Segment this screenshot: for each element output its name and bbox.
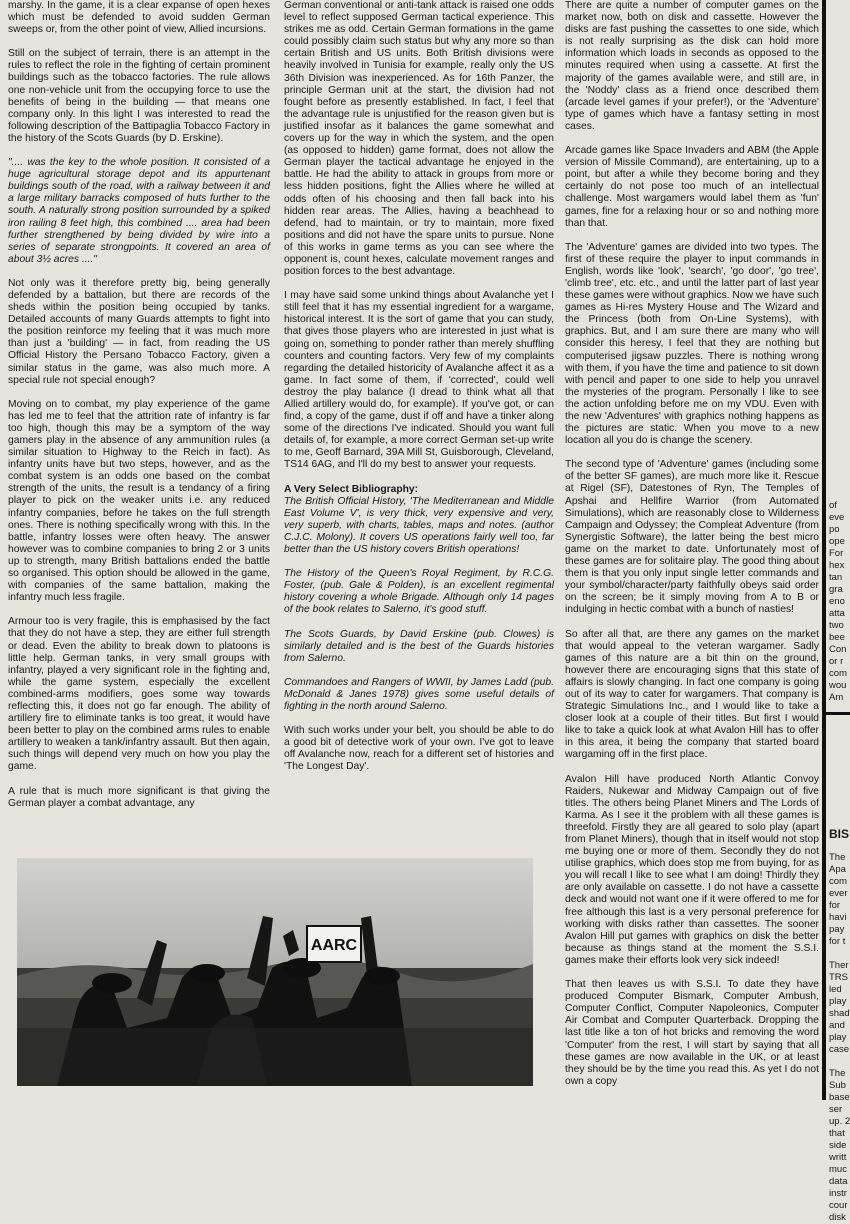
c4-top-line: Am <box>829 692 844 703</box>
c4-bottom-line: for <box>829 900 841 911</box>
c1-p3: Not only was it therefore pretty big, being generally defended by a battalion, but there are records of the sheds within the position being occupied by tanks. Detailed accounts of many Guards attempts to fight into the position reinforce my feeling that it was much more than just a 'building' — in fact, from reading the US Official History the Persano Tobacco Factory, given a similar status in the game, was also much more. A special rule not special enough? <box>8 277 270 386</box>
c4-top-line: po <box>829 524 840 535</box>
c1-quote: ".... was the key to the whole position. It consisted of a huge agricultural storage depot and its appurtenant buildings south of the road, with a railway between it and a large military barracks composed of huts further to the south. A naturally strong position surrounded by a spiked iron railing 8 feet high, this combined .... area had been further strengthened by being divided by wire into a series of separate strongpoints. It covered an area of about 3½ acres ...." <box>8 157 270 265</box>
bibliography-heading: A Very Select Bibliography: <box>284 483 419 495</box>
c4-bottom-line: up. 2 <box>829 1116 850 1127</box>
c4-bottom-line: Sub <box>829 1080 846 1091</box>
c4-top-line: eno <box>829 596 845 607</box>
c4-bottom-line: for t <box>829 936 846 947</box>
c1-p1: Still on the subject of terrain, there is an attempt in the rules to reflect the role in the fighting of certain prominent buildings such as the tobacco factories. The rule allows one non-vehicle unit from the occupying force to use the benefits of being in the building — that means one company only. In this light I was interested to read the following description of the Battipaglia Tobacco Factory in the history of the Scots Guards (by D. Erskine). <box>8 48 270 144</box>
c4-bottom-line: base <box>829 1092 850 1103</box>
bis-heading: BIS <box>829 827 850 841</box>
article-column-2 <box>284 0 554 855</box>
c4-bottom-line: writt <box>829 1152 847 1163</box>
c3-p2: The 'Adventure' games are divided into two types. The first of these require the player to input commands in English, words like 'look', 'search', 'go door', 'go tree', 'climb tree', etc. etc., and until the latter part of last year these games were without graphics. Now we have such games as Hi-res Mystery House and The Wizard and the Princess (both from On-Line Systems), with graphics. But, and I am sure there are many who will consider this heresy, I feel that they are nothing but computerised jigsaw puzzles. There is nothing wrong with them, if you have the time and patience to sit down with pencil and paper to one side to help you unravel the mysteries of the program. Personally I like to see the action unfolding before me on my VDU. Even with the new 'Adventures' with graphics nothing happens as the pictures are static. When you move to a new location all you do is change the scenery. <box>565 241 819 447</box>
c4-top-line: For <box>829 548 844 559</box>
c4-bottom-line: data <box>829 1176 848 1187</box>
c4-top-line: of <box>829 500 837 511</box>
c4-top-line: com <box>829 668 847 679</box>
photo-illustration <box>17 858 533 1086</box>
sign-text: AARC <box>310 937 358 954</box>
c4-bottom-line: play <box>829 996 847 1007</box>
c4-bottom-line: cour <box>829 1200 848 1211</box>
c4-top-line: gra <box>829 584 843 595</box>
bib-entry-4: Commandoes and Rangers of WWII, by James Ladd (pub. McDonald & Janes 1978) gives some useful details of fighting in the north around Salerno. <box>284 676 554 712</box>
c4-top-line: or r <box>829 656 844 667</box>
bib-entry-3: The Scots Guards, by David Erskine (pub. Clowes) is similarly detailed and is the best of the Guards histories from Salerno. <box>284 628 554 664</box>
c3-p1: Arcade games like Space Invaders and ABM (the Apple version of Missile Command), are entertaining, up to a point, but after a while they become boring and they certainly do not pose too much of an intellectual challenge. Most wargamers would label them as 'fun' games, fine for a relaxing hour or so and nothing more than that. <box>565 145 819 229</box>
c1-p4: Moving on to combat, my play experience of the game has led me to feel that the attrition rate of infantry is far too high, though this may be a symptom of the way gamers play in the absence of any ammunition rules (a similar situation to Highway to the Reich in fact). As infantry units have but two steps, however, and as the combat system is an odds one based on the combat strength of the units, the result is a tendancy of a firing player to pick on the weaker units i.e. any reduced infantry companies, before he takes on the full strength ones. There is nothing specifically wrong with this. In the battle, infantry losses were often heavy. The answer however was to combine companies to bring 2 or 3 units up to strength, many British battalions ended the battle so organised. This option should be allowed in the game, with companies of the same battalion, making the infantry much less fragile. <box>8 398 270 604</box>
c4-bottom-lines <box>829 852 850 1224</box>
bib-entry-2: The History of the Queen's Royal Regiment, by R.C.G. Foster, (pub. Gale & Polden), is an excellent regimental history covering a whole Brigade. Although only 14 pages of the book relates to Salerno, it's good stuff. <box>284 568 554 616</box>
c4-bottom-line: and <box>829 1020 845 1031</box>
c1-p0: marshy. In the game, it is a clear expanse of open hexes which must be defended to avoid sudden German sweeps or, from the other point of view, Allied incursions. <box>8 0 270 36</box>
c4-bottom-line: The <box>829 852 846 863</box>
article-column-3 <box>565 0 819 1100</box>
c4-bottom-line: ever <box>829 888 848 899</box>
c4-top-line: bee <box>829 632 845 643</box>
c4-bottom-line <box>829 948 850 960</box>
c4-bottom-line: The <box>829 1068 846 1079</box>
c4-bottom-line: TRS <box>829 972 848 983</box>
c4-bottom-line: instr <box>829 1188 847 1199</box>
c2-p1: I may have said some unkind things about Avalanche yet I still feel that it has my essential ingredient for a wargame, historical interest. It is the sort of game that you can study, that gives those players who are interested in just what is going on, something to ponder rather than merely shuffling counters and counting factors. Very few of my complaints regarding the detailed historicity of Avalanche affect it as a game. In fact some of them, if 'corrected', could well destroy the play balance (I dread to think what all that Allied artillery would do, for example). If you've got, or can find, a copy of the game, dust if off and have a tinker along some of the directions I've indicated. Should you want full details of, for example, a more correct German set-up write to me, Geoff Barnard, 39A Mill St, Guisborough, Cleveland, TS14 6AG, and I'll do my best to answer your requests. <box>284 290 554 471</box>
soldiers-photo <box>17 858 533 1086</box>
c4-top-line: Con <box>829 644 847 655</box>
c4-bottom-line: led <box>829 984 842 995</box>
c3-p5: Avalon Hill have produced North Atlantic Convoy Raiders, Nukewar and Midway Campaign out of five titles. The others being Planet Miners and The Lords of Karma. As I see it the problem with all these games is threefold. Firstly they are all geared to solo play (apart from Planet Miners), though that in itself would not stop me buying one or more of them. Secondly they do not utilise graphics, which does stop me from buying, for as you will recall I like to see what I am doing! Thirdly they are only available on cassette. I do not have a cassette deck and would not want one if it were offered to me for free although this last is a very personal preference for working with disks rather than cassettes. The sooner Avalon Hill put games with graphics on disk the better because as things stand at the moment the S.S.I. games make their efforts look very sick indeed! <box>565 773 819 966</box>
c2-p0: German conventional or anti-tank attack is raised one odds level to reflect supposed German tactical experience. This strikes me as odd. Certain German formations in the game could possibly claim such status but why any more so than certain British and US units. Both British divisions were heavily involved in Tunisia for example, really only the US 36th Division was inexperienced. As for 16th Panzer, the principle German unit at the start, the division had not fought before as presently established. In fact, I feel that the advantage rule is unjustified for the reason given but is justified insofar as it balances the game somewhat and covers up for the way in which the system, and the open (as opposed to hidden) game format, does not allow the German player the tactical advantage he enjoyed in the battle. He had the ability to attack in groups from more or less hidden positions, fight the Allies where he willed at odds often of his choosing and then fall back into his hidden rear areas. The Allies, having a beachhead to defend, had to maintain, or try to maintain, more fixed positions and did not have the spare units to pursue. None of this works in game terms as you can see where the opponent is, count hexes, calculate movement ranges and position forces to the best advantage. <box>284 0 554 278</box>
c3-p3: The second type of 'Adventure' games (including some of the better SF games), are much more like it. Rescue at Rigel (SF), Datestones of Ryn, The Temples of Apshai and Hellfire Warrior (from Automated Simulations), which are reasonably close to Wilderness Campaign and Odyssey; the Compleat Adventure (from Synergistic Software), the latter being the best micro game on the market to date. Unfortunately most of these games are for solitaire play. The good thing about them is that you only input single letter commands and your symbol/character/party faithfully obeys said order on the screen; be it simply moving from A to B or indulging in hectic combat with a bunch of nasties! <box>565 459 819 616</box>
c4-top-line: wou <box>829 680 847 691</box>
article-column-1 <box>8 0 270 855</box>
bib-entry-1: The British Official History, 'The Mediterranean and Middle East Volume V', is very thick, very expensive and very, very superb, with charts, tables, maps and notes. (author C.J.C. Molony). It covers US operations fairly well too, far better than the US history covers British operations! <box>284 495 554 556</box>
c4-bottom-line: Apa <box>829 864 846 875</box>
c4-bottom-line: disk <box>829 1212 846 1223</box>
c4-bottom-line: havi <box>829 912 847 923</box>
c4-top-line: ope <box>829 536 845 547</box>
c4-bottom-line: case <box>829 1044 850 1055</box>
c4-bottom-line: side <box>829 1140 847 1151</box>
c4-top-line: eve <box>829 512 845 523</box>
c2-p7: With such works under your belt, you should be able to do a good bit of detective work of your own. I've got to leave off Avalanche now, reach for a different set of histories and 'The Longest Day'. <box>284 725 554 773</box>
c4-bottom-line <box>829 1056 850 1068</box>
c4-bottom-line: pay <box>829 924 845 935</box>
article-column-4-cropped <box>829 0 850 1223</box>
column-divider-rule <box>822 0 826 1100</box>
c3-p4: So after all that, are there any games on the market that would appeal to the veteran wargamer. Sadly games of this nature are a bit thin on the ground, however there are encouraging signs that this state of affairs is slowly changing. In fact one company is going out of its way to cater for wargamers. That company is Strategic Simulations Inc., and I would like to take a closer look at a couple of their titles. But first I would like to take a quick look at what Avalon Hill has to offer in this area, it being the company that started board wargaming off in the first place. <box>565 628 819 761</box>
c1-p5: Armour too is very fragile, this is emphasised by the fact that they do not have a step, they are either full strength or dead. Even the ability to break down to platoons is little help. German tanks, in very small groups with infantry, played a very significant role in the fighting and, while the game system, especially the excellent combined-arms modifiers, goes some way towards reflecting this, it does not go far enough. The ability of artillery fire to eliminate tanks is too great, it would have been better to play on the combined arms rules to enable artillery to weaken a tank/infantry assault. But then again, such things will depend very much on how you play the game. <box>8 616 270 773</box>
c4-top-line: atta <box>829 608 845 619</box>
c4-top-lines <box>829 500 850 704</box>
c4-bottom-line: com <box>829 876 847 887</box>
c4-bottom-line: Ther <box>829 960 849 971</box>
c4-bottom-line: that <box>829 1128 845 1139</box>
c4-bottom-line: ser <box>829 1104 843 1115</box>
c3-p0: There are quite a number of computer games on the market now, both on disk and cassette. However the disks are fast pushing the cassettes to one side, which is not really surprising as the disk can hold more information which loads in seconds as opposed to the minutes required when using a cassette. At first the majority of the games available were, and still are, in the 'Noddy' class as a friend once described them (arcade level games if your prefer!), or the 'Adventure' type of games which have a fantasy setting in most cases. <box>565 0 819 132</box>
c1-p6: A rule that is much more significant is that giving the German player a combat advantage, any <box>8 785 270 809</box>
c4-bottom-line: shad <box>829 1008 850 1019</box>
c4-top-line: hex <box>829 560 845 571</box>
c3-p6: That then leaves us with S.S.I. To date they have produced Computer Bismark, Computer Ambush, Computer Conflict, Computer Napoleonics, Computer Air Combat and Computer Quarterback. Dropping the last title like a ton of hot bricks and removing the word 'Computer' from the rest, I will start by saying that all these games are now available in the UK, or at least they should be by the time you read this. As yet I do not own a copy <box>565 979 819 1087</box>
c4-top-line: two <box>829 620 844 631</box>
c4-bottom-line: muc <box>829 1164 847 1175</box>
c4-top-line: tan <box>829 572 843 583</box>
c4-bottom-line: play <box>829 1032 847 1043</box>
